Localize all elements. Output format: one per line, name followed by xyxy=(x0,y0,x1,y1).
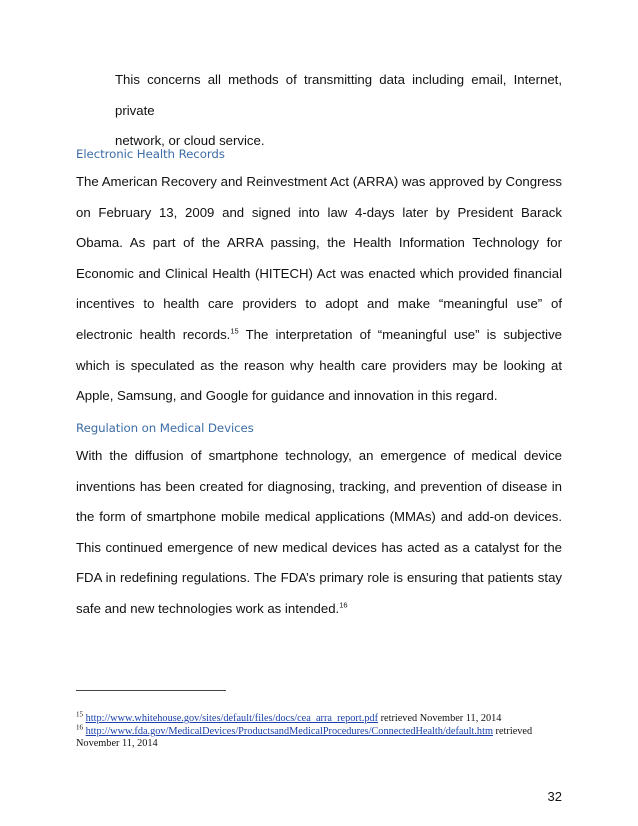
section1-paragraph xyxy=(76,167,562,412)
section2-text: With the diffusion of smartphone technology, an emergence of medical device inventions has been created for diagnosing, tracking, and prevention of disease in the form of smartphone mobile medical applications (MMAs) and add-on devices. This continued emergence of new medical devices has acted as a catalyst for the FDA in redefining regulations. The FDA’s primary role is ensuring that patients stay safe and new technologies work as intended. xyxy=(76,448,562,616)
footnote-ref-16[interactable]: 16 xyxy=(339,600,348,610)
section-heading-regulation-on-medical-devices: Regulation on Medical Devices xyxy=(76,421,254,435)
footnote-link[interactable]: http://www.fda.gov/MedicalDevices/ProductsandMedicalProcedures/ConnectedHealth/default.htm xyxy=(85,726,493,737)
footnote-separator xyxy=(76,690,226,691)
footnote-15 xyxy=(76,710,556,725)
footnote-number: 16 xyxy=(76,723,83,732)
footnote-ref-15[interactable]: 15 xyxy=(230,326,239,336)
footnote-retrieved-text: retrieved November 11, 2014 xyxy=(378,713,502,724)
page-number: 32 xyxy=(547,789,562,804)
footnote-number: 15 xyxy=(76,710,83,719)
section2-paragraph xyxy=(76,441,562,625)
section-heading-electronic-health-records: Electronic Health Records xyxy=(76,147,225,161)
intro-line-2: network, or cloud service. xyxy=(115,133,265,149)
footnote-retrieved-text: retrieved November 11, 2014 xyxy=(76,726,533,749)
footnote-16 xyxy=(76,723,556,750)
intro-line-1: This concerns all methods of transmitting data including email, Internet, private xyxy=(115,72,562,118)
section1-text-continued: The interpretation of “meaningful use” is subjective which is speculated as the reason why health care providers may be looking at Apple, Samsung, and Google for guidance and innovation in this regard. xyxy=(76,326,562,404)
footnote-link[interactable]: http://www.whitehouse.gov/sites/default/files/docs/cea_arra_report.pdf xyxy=(85,713,379,724)
section1-text: The American Recovery and Reinvestment Act (ARRA) was approved by Congress on February 13, 2009 and signed into law 4-days later by President Barack Obama. As part of the ARRA passing, the Health Information Technology for Economic and Clinical Health (HITECH) Act was enacted which provided financial incentives to health care providers to adopt and make “meaningful use” of electronic health records. xyxy=(76,174,562,342)
intro-paragraph xyxy=(115,65,562,157)
